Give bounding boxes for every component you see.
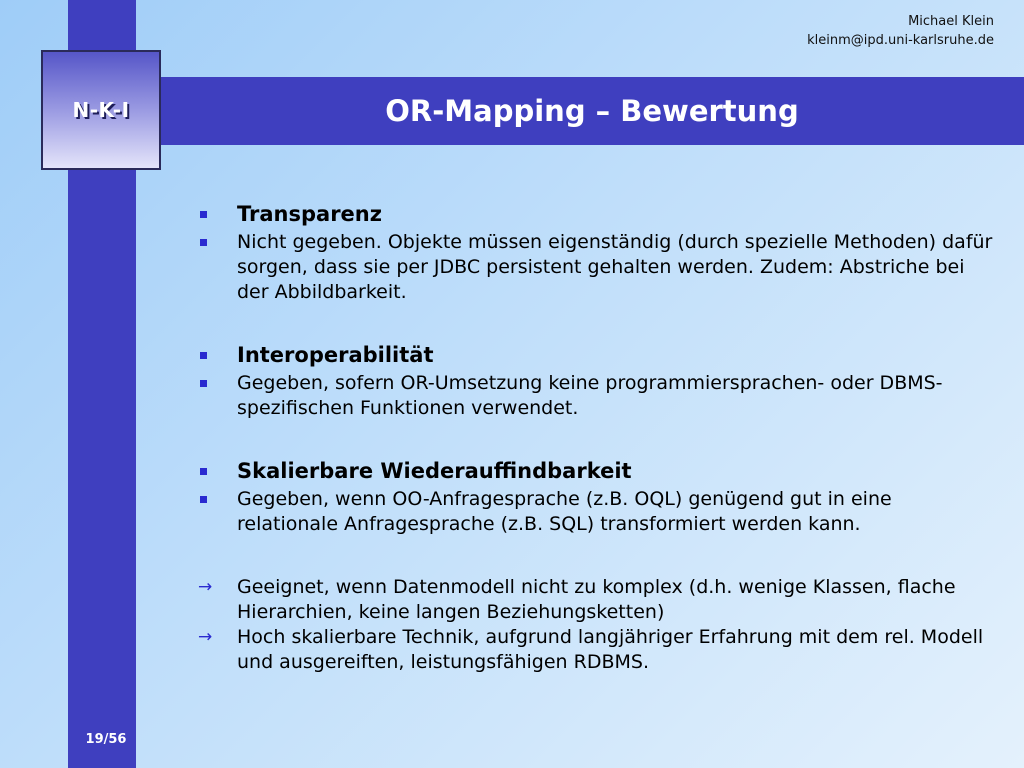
- logo-box: [41, 50, 161, 170]
- author-info: [807, 12, 994, 50]
- page-number: 19/56: [85, 732, 127, 747]
- heading-text: Skalierbare Wiederauffindbarkeit: [237, 459, 632, 483]
- author-name: Michael Klein: [908, 14, 994, 29]
- square-bullet-icon: [200, 380, 207, 387]
- conclusion-item: [196, 575, 996, 625]
- section-text-skalierbarkeit: [196, 487, 996, 537]
- square-bullet-icon: [200, 468, 207, 475]
- section-heading-interoperabilitaet: [196, 341, 996, 370]
- heading-text: Interoperabilität: [237, 343, 434, 367]
- body-text: Nicht gegeben. Objekte müssen eigenständig (durch spezielle Methoden) dafür sorgen, dass sie per JDBC persistent gehalten werden. Zudem: Abstriche bei der Abbildbarkeit.: [237, 231, 993, 303]
- conclusion-item: [196, 625, 996, 675]
- slide-title: OR-Mapping – Bewertung: [385, 94, 799, 128]
- square-bullet-icon: [200, 352, 207, 359]
- author-email: kleinm@ipd.uni-karlsruhe.de: [807, 33, 994, 48]
- conclusion-text: Hoch skalierbare Technik, aufgrund langjähriger Erfahrung mit dem rel. Modell und ausgereiften, leistungsfähigen RDBMS.: [237, 626, 984, 673]
- square-bullet-icon: [200, 211, 207, 218]
- section-heading-transparenz: [196, 200, 996, 229]
- square-bullet-icon: [200, 496, 207, 503]
- heading-text: Transparenz: [237, 202, 382, 226]
- slide-content: [196, 200, 996, 675]
- arrow-right-icon: →: [198, 627, 213, 647]
- body-text: Gegeben, sofern OR-Umsetzung keine programmiersprachen- oder DBMS-spezifischen Funktionen verwendet.: [237, 372, 943, 419]
- conclusion-text: Geeignet, wenn Datenmodell nicht zu komplex (d.h. wenige Klassen, flache Hierarchien, keine langen Beziehungsketten): [237, 576, 956, 623]
- section-text-interoperabilitaet: [196, 371, 996, 421]
- body-text: Gegeben, wenn OO-Anfragesprache (z.B. OQL) genügend gut in eine relationale Anfragesprache (z.B. SQL) transformiert werden kann.: [237, 488, 892, 535]
- logo-text: N-K-I: [72, 98, 130, 122]
- square-bullet-icon: [200, 239, 207, 246]
- section-heading-skalierbarkeit: [196, 457, 996, 486]
- arrow-right-icon: →: [198, 577, 213, 597]
- section-text-transparenz: [196, 230, 996, 305]
